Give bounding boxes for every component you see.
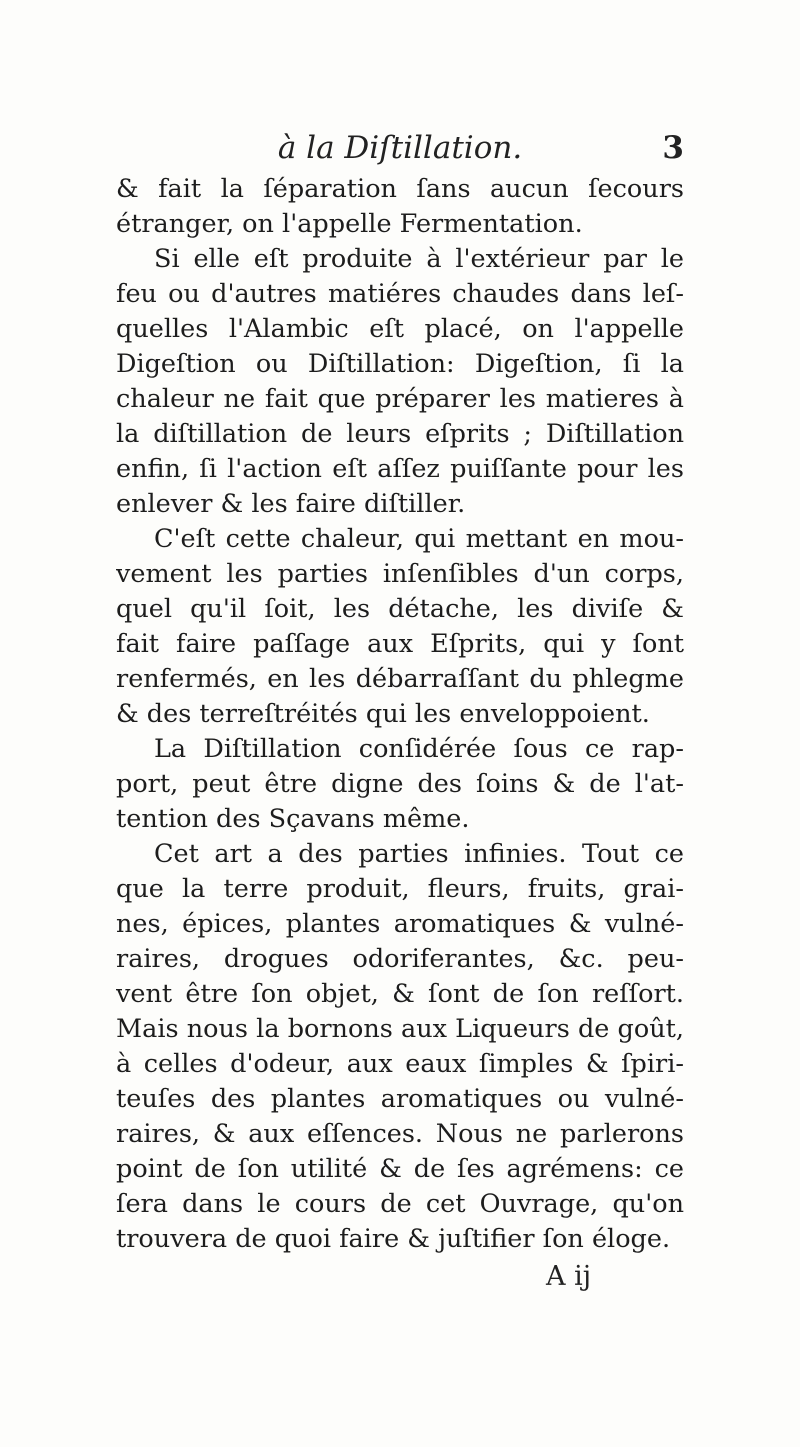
text-line: point de ſon utilité & de ſes agrémens: ce bbox=[116, 1154, 684, 1184]
text-line: feu ou d'autres matiéres chaudes dans leſ- bbox=[116, 279, 684, 309]
text-line: tention des Sçavans même. bbox=[116, 804, 470, 834]
text-line: raires, & aux eſſences. Nous ne parlerons bbox=[116, 1119, 684, 1149]
text-line: vent être ſon objet, & ſont de ſon reſſort. bbox=[116, 979, 684, 1009]
text-line: Mais nous la bornons aux Liqueurs de goût, bbox=[116, 1014, 684, 1044]
text-line: ſera dans le cours de cet Ouvrage, qu'on bbox=[116, 1189, 684, 1219]
text-line: quelles l'Alambic eſt placé, on l'appelle bbox=[116, 314, 684, 344]
text-line: raires, drogues odoriferantes, &c. peu- bbox=[116, 944, 684, 974]
text-line: renfermés, en les débarraſſant du phlegme bbox=[116, 664, 684, 694]
text-line: à celles d'odeur, aux eaux ſimples & ſpiri- bbox=[116, 1049, 684, 1079]
text-line: la diſtillation de leurs eſprits ; Diſtillation bbox=[116, 419, 684, 449]
text-line: teuſes des plantes aromatiques ou vulné- bbox=[116, 1084, 684, 1114]
text-line: que la terre produit, fleurs, fruits, grai- bbox=[116, 874, 684, 904]
running-title: à la Diſtillation. bbox=[277, 130, 523, 166]
text-line: trouvera de quoi faire & juſtifier ſon éloge. bbox=[116, 1224, 671, 1254]
running-head bbox=[116, 128, 684, 172]
page-number: 3 bbox=[662, 130, 684, 166]
text-line: fait faire paſſage aux Eſprits, qui y ſont bbox=[116, 629, 684, 659]
text-line: étranger, on l'appelle Fermentation. bbox=[116, 209, 583, 239]
text-line: Si elle eſt produite à l'extérieur par le bbox=[154, 244, 684, 274]
text-line: La Diſtillation conſidérée ſous ce rap- bbox=[154, 734, 684, 764]
text-line: quel qu'il ſoit, les détache, les diviſe & bbox=[116, 594, 684, 624]
text-line: enlever & les faire diſtiller. bbox=[116, 489, 466, 519]
text-line: & des terreſtréités qui les enveloppoient. bbox=[116, 699, 650, 729]
text-line: port, peut être digne des ſoins & de l'at- bbox=[116, 769, 684, 799]
text-line: chaleur ne fait que préparer les matieres à bbox=[116, 384, 684, 414]
printer-signature-mark: A ij bbox=[546, 1261, 592, 1292]
text-line: & fait la ſéparation ſans aucun ſecours bbox=[116, 174, 684, 204]
text-line: C'eſt cette chaleur, qui mettant en mou- bbox=[154, 524, 684, 554]
text-line: Digeſtion ou Diſtillation: Digeſtion, ſi la bbox=[116, 349, 684, 379]
text-line: vement les parties inſenſibles d'un corps, bbox=[116, 559, 684, 589]
body-text bbox=[116, 172, 684, 1257]
text-line: Cet art a des parties infinies. Tout ce bbox=[154, 839, 684, 869]
text-line: enfin, ſi l'action eſt aſſez puiſſante pour les bbox=[116, 454, 684, 484]
text-line: nes, épices, plantes aromatiques & vulné- bbox=[116, 909, 684, 939]
